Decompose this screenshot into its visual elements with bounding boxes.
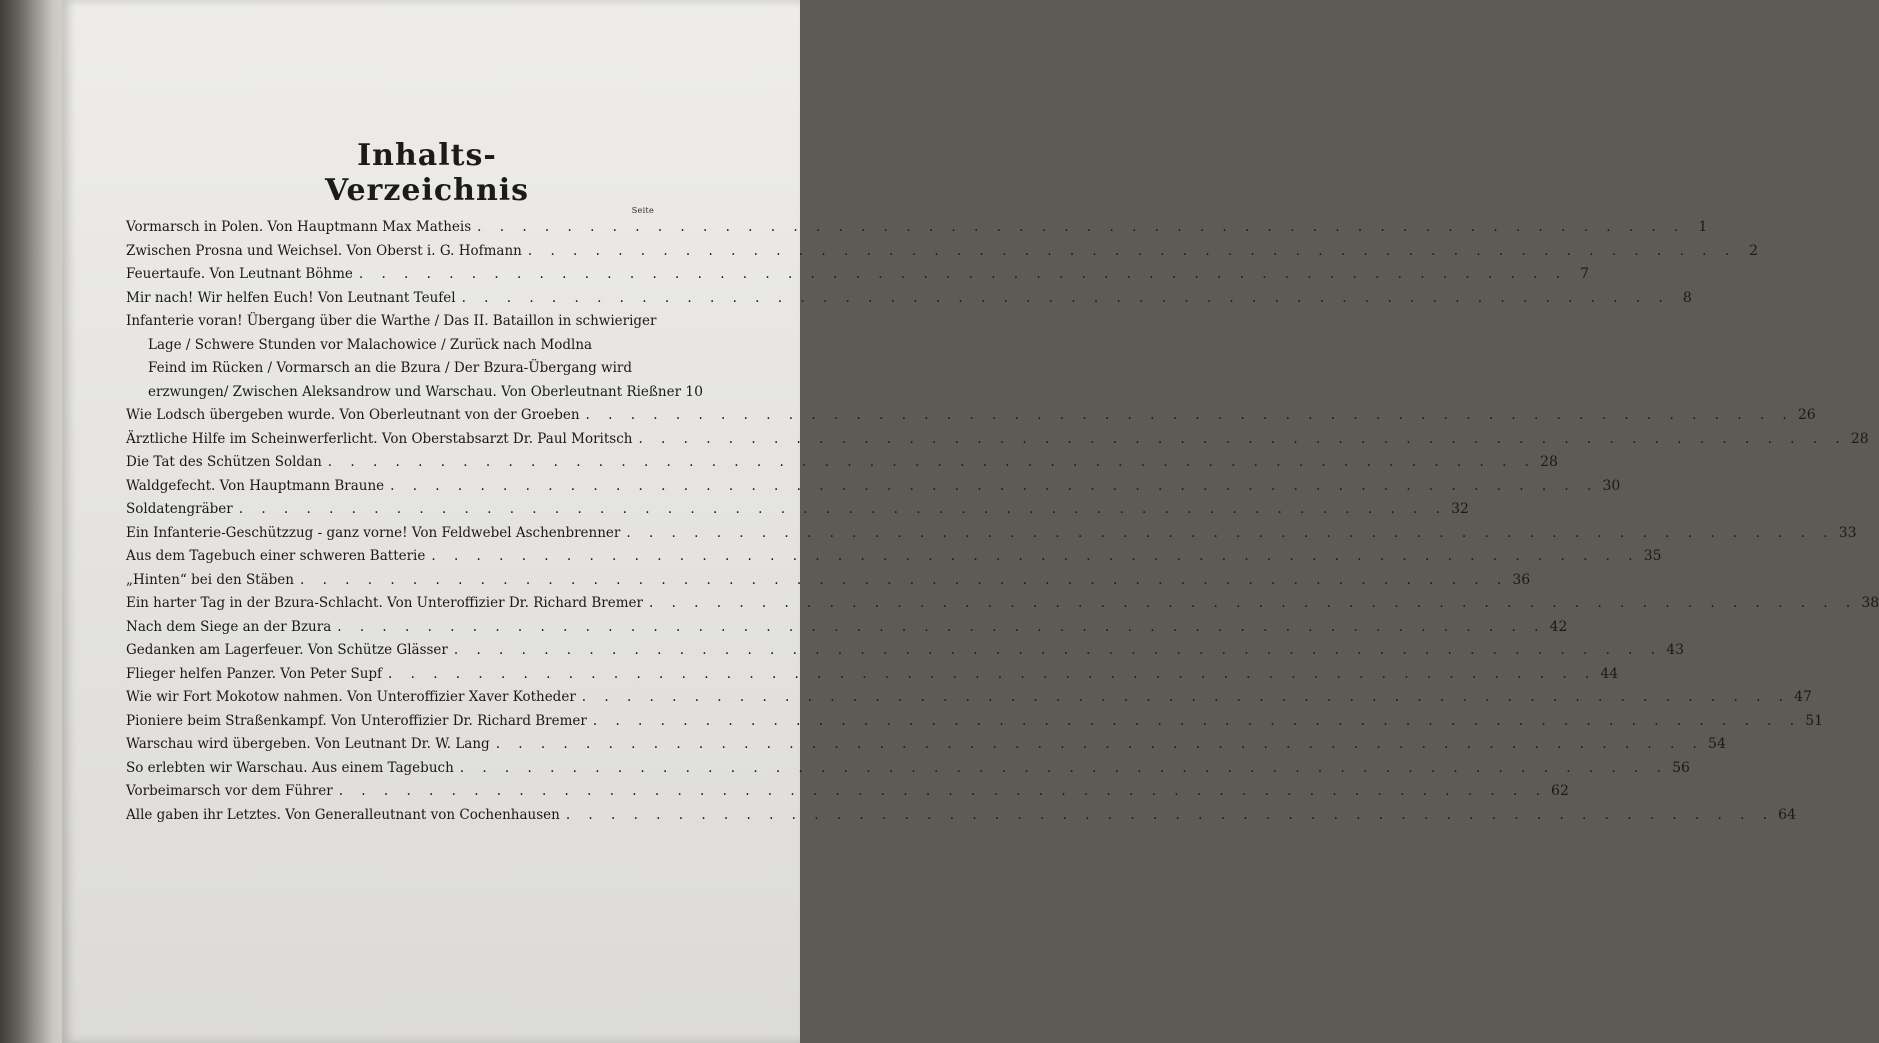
toc-page-number: 28 — [1850, 430, 1869, 447]
book-page — [62, 0, 1879, 1043]
toc-entry — [126, 428, 1869, 452]
toc-entry — [126, 522, 1857, 546]
toc-entry-title: Vormarsch in Polen. Von Hauptmann Max Matheis — [126, 219, 472, 235]
toc-leader: . . . . . . . . . . . . . . . . . . . . . . . . . . . . . . . . . . . . . . . . . . . . . . . . . . . . . . — [388, 665, 1597, 682]
toc-page-number: 64 — [1778, 806, 1796, 823]
toc-leader: . . . . . . . . . . . . . . . . . . . . . . . . . . . . . . . . . . . . . . . . . . . . . . . . . . . . . . — [581, 689, 1790, 705]
toc-leader: . . . . . . . . . . . . . . . . . . . . . . . . . . . . . . . . . . . . . . . . . . . . . . . . . . . . . . — [585, 407, 1794, 423]
toc-page-number: 10 — [685, 383, 704, 400]
toc-entry — [126, 569, 1531, 593]
toc-leader: . . . . . . . . . . . . . . . . . . . . . . . . . . . . . . . . . . . . . . . . . . . . . . . . . . . . . . — [461, 289, 1670, 306]
toc-page-number: 42 — [1549, 618, 1568, 635]
toc-entry-title: Aus dem Tagebuch einer schweren Batterie — [126, 548, 426, 564]
toc-entry — [126, 475, 1621, 499]
toc-leader: . . . . . . . . . . . . . . . . . . . . . . . . . . . . . . . . . . . . . . . . . . . . . . . . . . . . . . — [327, 454, 1536, 470]
book-spine-shadow — [0, 0, 70, 1043]
toc-entry — [126, 757, 1690, 781]
toc-entry — [126, 686, 1812, 710]
toc-entry — [126, 498, 1469, 522]
toc-entry-title: Gedanken am Lagerfeuer. Von Schütze Glässer — [126, 642, 448, 658]
toc-entry-multiline — [126, 310, 704, 404]
toc-leader: . . . . . . . . . . . . . . . . . . . . . . . . . . . . . . . . . . . . . . . . . . . . . . . . . . . . . . — [592, 712, 1802, 729]
toc-entry-last-line — [126, 381, 704, 405]
toc-leader: . . . . . . . . . . . . . . . . . . . . . . . . . . . . . . . . . . . . . . . . . . . . . . . . . . . . . . — [626, 524, 1835, 541]
toc-leader: . . . . . . . . . . . . . . . . . . . . . . . . . . . . . . . . . . . . . . . . . . . . . . . . . . . . . . — [390, 477, 1599, 494]
toc-entry — [126, 639, 1685, 663]
toc-page-number: 26 — [1797, 407, 1816, 423]
toc-entry-title: Vorbeimarsch vor dem Führer — [126, 783, 333, 799]
toc-entry — [126, 592, 1879, 616]
toc-page-number: 35 — [1643, 548, 1662, 564]
toc-entry-title: Waldgefecht. Von Hauptmann Braune — [126, 477, 385, 494]
toc-page-number: 54 — [1708, 736, 1726, 752]
toc-page-number: 56 — [1672, 759, 1690, 776]
toc-page-number: 32 — [1451, 501, 1469, 517]
toc-leader: . . . . . . . . . . . . . . . . . . . . . . . . . . . . . . . . . . . . . . . . . . . . . . . . . . . . . . — [565, 806, 1774, 823]
toc-page-number: 51 — [1805, 712, 1824, 729]
toc-entry-title: Wie Lodsch übergeben wurde. Von Oberleutnant von der Groeben — [126, 407, 580, 423]
toc-leader: . . . . . . . . . . . . . . . . . . . . . . . . . . . . . . . . . . . . . . . . . . . . . . . . . . . . . . — [638, 430, 1847, 447]
toc-page-number: 7 — [1580, 266, 1590, 282]
toc-entry-title: Pioniere beim Straßenkampf. Von Unteroffizier Dr. Richard Bremer — [126, 712, 587, 729]
toc-page-number: 47 — [1794, 689, 1812, 705]
toc-page-number: 38 — [1861, 595, 1879, 611]
toc-entry-title: Mir nach! Wir helfen Euch! Von Leutnant Teufel — [126, 289, 456, 306]
toc-entry-title: Warschau wird übergeben. Von Leutnant Dr. W. Lang — [126, 736, 490, 752]
toc-entry-title: Alle gaben ihr Letztes. Von Generalleutnant von Cochenhausen — [126, 806, 560, 823]
toc-entry-title: Die Tat des Schützen Soldan — [126, 454, 322, 470]
toc-entry-title: Feuertaufe. Von Leutnant Böhme — [126, 266, 353, 282]
toc-entry-title: Flieger helfen Panzer. Von Peter Supf — [126, 665, 383, 682]
toc-entry — [126, 263, 1590, 287]
toc-page-number: 33 — [1838, 524, 1857, 541]
toc-leader: . . . . . . . . . . . . . . . . . . . . . . . . . . . . . . . . . . . . . . . . . . . . . . . . . . . . . . — [453, 642, 1663, 658]
toc-entry-line: Feind im Rücken / Vormarsch an die Bzura / Der Bzura-Übergang wird — [148, 360, 632, 376]
toc-entry — [126, 545, 1662, 569]
toc-leader: . . . . . . . . . . . . . . . . . . . . . . . . . . . . . . . . . . . . . . . . . . . . . . . . . . . . . . — [358, 266, 1568, 282]
toc-entry — [126, 287, 1692, 311]
toc-entry — [126, 240, 1759, 264]
toc-leader: . . . . . . . . . . . . . . . . . . . . . . . . . . . . . . . . . . . . . . . . . . . . . . . . . . . . . . — [477, 219, 1686, 235]
toc-entry-line: erzwungen/ Zwischen Aleksandrow und Warschau. Von Oberleutnant Rießner — [148, 383, 682, 400]
toc-leader: . . . . . . . . . . . . . . . . . . . . . . . . . . . . . . . . . . . . . . . . . . . . . . . . . . . . . . — [495, 736, 1704, 752]
toc-page-number: 43 — [1666, 642, 1685, 658]
toc-entry-title: Wie wir Fort Mokotow nahmen. Von Unteroffizier Xaver Kotheder — [126, 689, 576, 705]
toc-entry — [126, 216, 1708, 240]
toc-entry-title: So erlebten wir Warschau. Aus einem Tagebuch — [126, 759, 454, 776]
toc-entry — [126, 616, 1568, 640]
toc-entry-line: Lage / Schwere Stunden vor Malachowice / Zurück nach Modlna — [148, 336, 593, 353]
toc-entry — [126, 710, 1824, 734]
toc-leader: . . . . . . . . . . . . . . . . . . . . . . . . . . . . . . . . . . . . . . . . . . . . . . . . . . . . . . — [300, 571, 1509, 588]
toc-page-number: 1 — [1698, 219, 1708, 235]
toc-leader: . . . . . . . . . . . . . . . . . . . . . . . . . . . . . . . . . . . . . . . . . . . . . . . . . . . . . . — [431, 548, 1640, 564]
toc-entry-line: Infanterie voran! Übergang über die Warthe / Das II. Bataillon in schwieriger — [126, 313, 657, 329]
toc-page-number: 44 — [1600, 665, 1619, 682]
toc-page-number: 8 — [1682, 289, 1692, 306]
toc-entry — [126, 404, 1816, 428]
toc-entry-title: Ein harter Tag in der Bzura-Schlacht. Von Unteroffizier Dr. Richard Bremer — [126, 595, 643, 611]
toc-leader: . . . . . . . . . . . . . . . . . . . . . . . . . . . . . . . . . . . . . . . . . . . . . . . . . . . . . . — [527, 242, 1737, 259]
toc-leader: . . . . . . . . . . . . . . . . . . . . . . . . . . . . . . . . . . . . . . . . . . . . . . . . . . . . . . — [337, 618, 1546, 635]
toc-page-number: 36 — [1512, 571, 1531, 588]
toc-page-number: 30 — [1602, 477, 1621, 494]
toc-leader: . . . . . . . . . . . . . . . . . . . . . . . . . . . . . . . . . . . . . . . . . . . . . . . . . . . . . . — [338, 783, 1547, 799]
toc-entry-title: Soldatengräber — [126, 501, 233, 517]
toc-page-number: 2 — [1749, 242, 1759, 259]
page-column-label: Seite — [631, 206, 654, 215]
toc-page-number: 28 — [1540, 454, 1558, 470]
toc-entry-title: „Hinten“ bei den Stäben — [126, 571, 294, 588]
toc-entry — [126, 663, 1619, 687]
toc-page-number: 62 — [1551, 783, 1569, 799]
toc-entry-title: Nach dem Siege an der Bzura — [126, 618, 332, 635]
toc-entry — [126, 733, 1726, 757]
toc-leader: . . . . . . . . . . . . . . . . . . . . . . . . . . . . . . . . . . . . . . . . . . . . . . . . . . . . . . — [238, 501, 1447, 517]
toc-entry — [126, 451, 1558, 475]
toc-entry — [126, 804, 1796, 828]
toc-entry-title: Zwischen Prosna und Weichsel. Von Oberst i. G. Hofmann — [126, 242, 522, 259]
toc-entry-title: Ein Infanterie-Geschützzug - ganz vorne! Von Feldwebel Aschenbrenner — [126, 524, 621, 541]
page-title: Inhalts-Verzeichnis — [324, 138, 530, 208]
table-of-contents — [126, 216, 1879, 827]
toc-leader: . . . . . . . . . . . . . . . . . . . . . . . . . . . . . . . . . . . . . . . . . . . . . . . . . . . . . . — [648, 595, 1858, 611]
toc-leader: . . . . . . . . . . . . . . . . . . . . . . . . . . . . . . . . . . . . . . . . . . . . . . . . . . . . . . — [459, 759, 1668, 776]
toc-entry — [126, 780, 1569, 804]
toc-entry-title: Ärztliche Hilfe im Scheinwerferlicht. Von Oberstabsarzt Dr. Paul Moritsch — [126, 430, 633, 447]
